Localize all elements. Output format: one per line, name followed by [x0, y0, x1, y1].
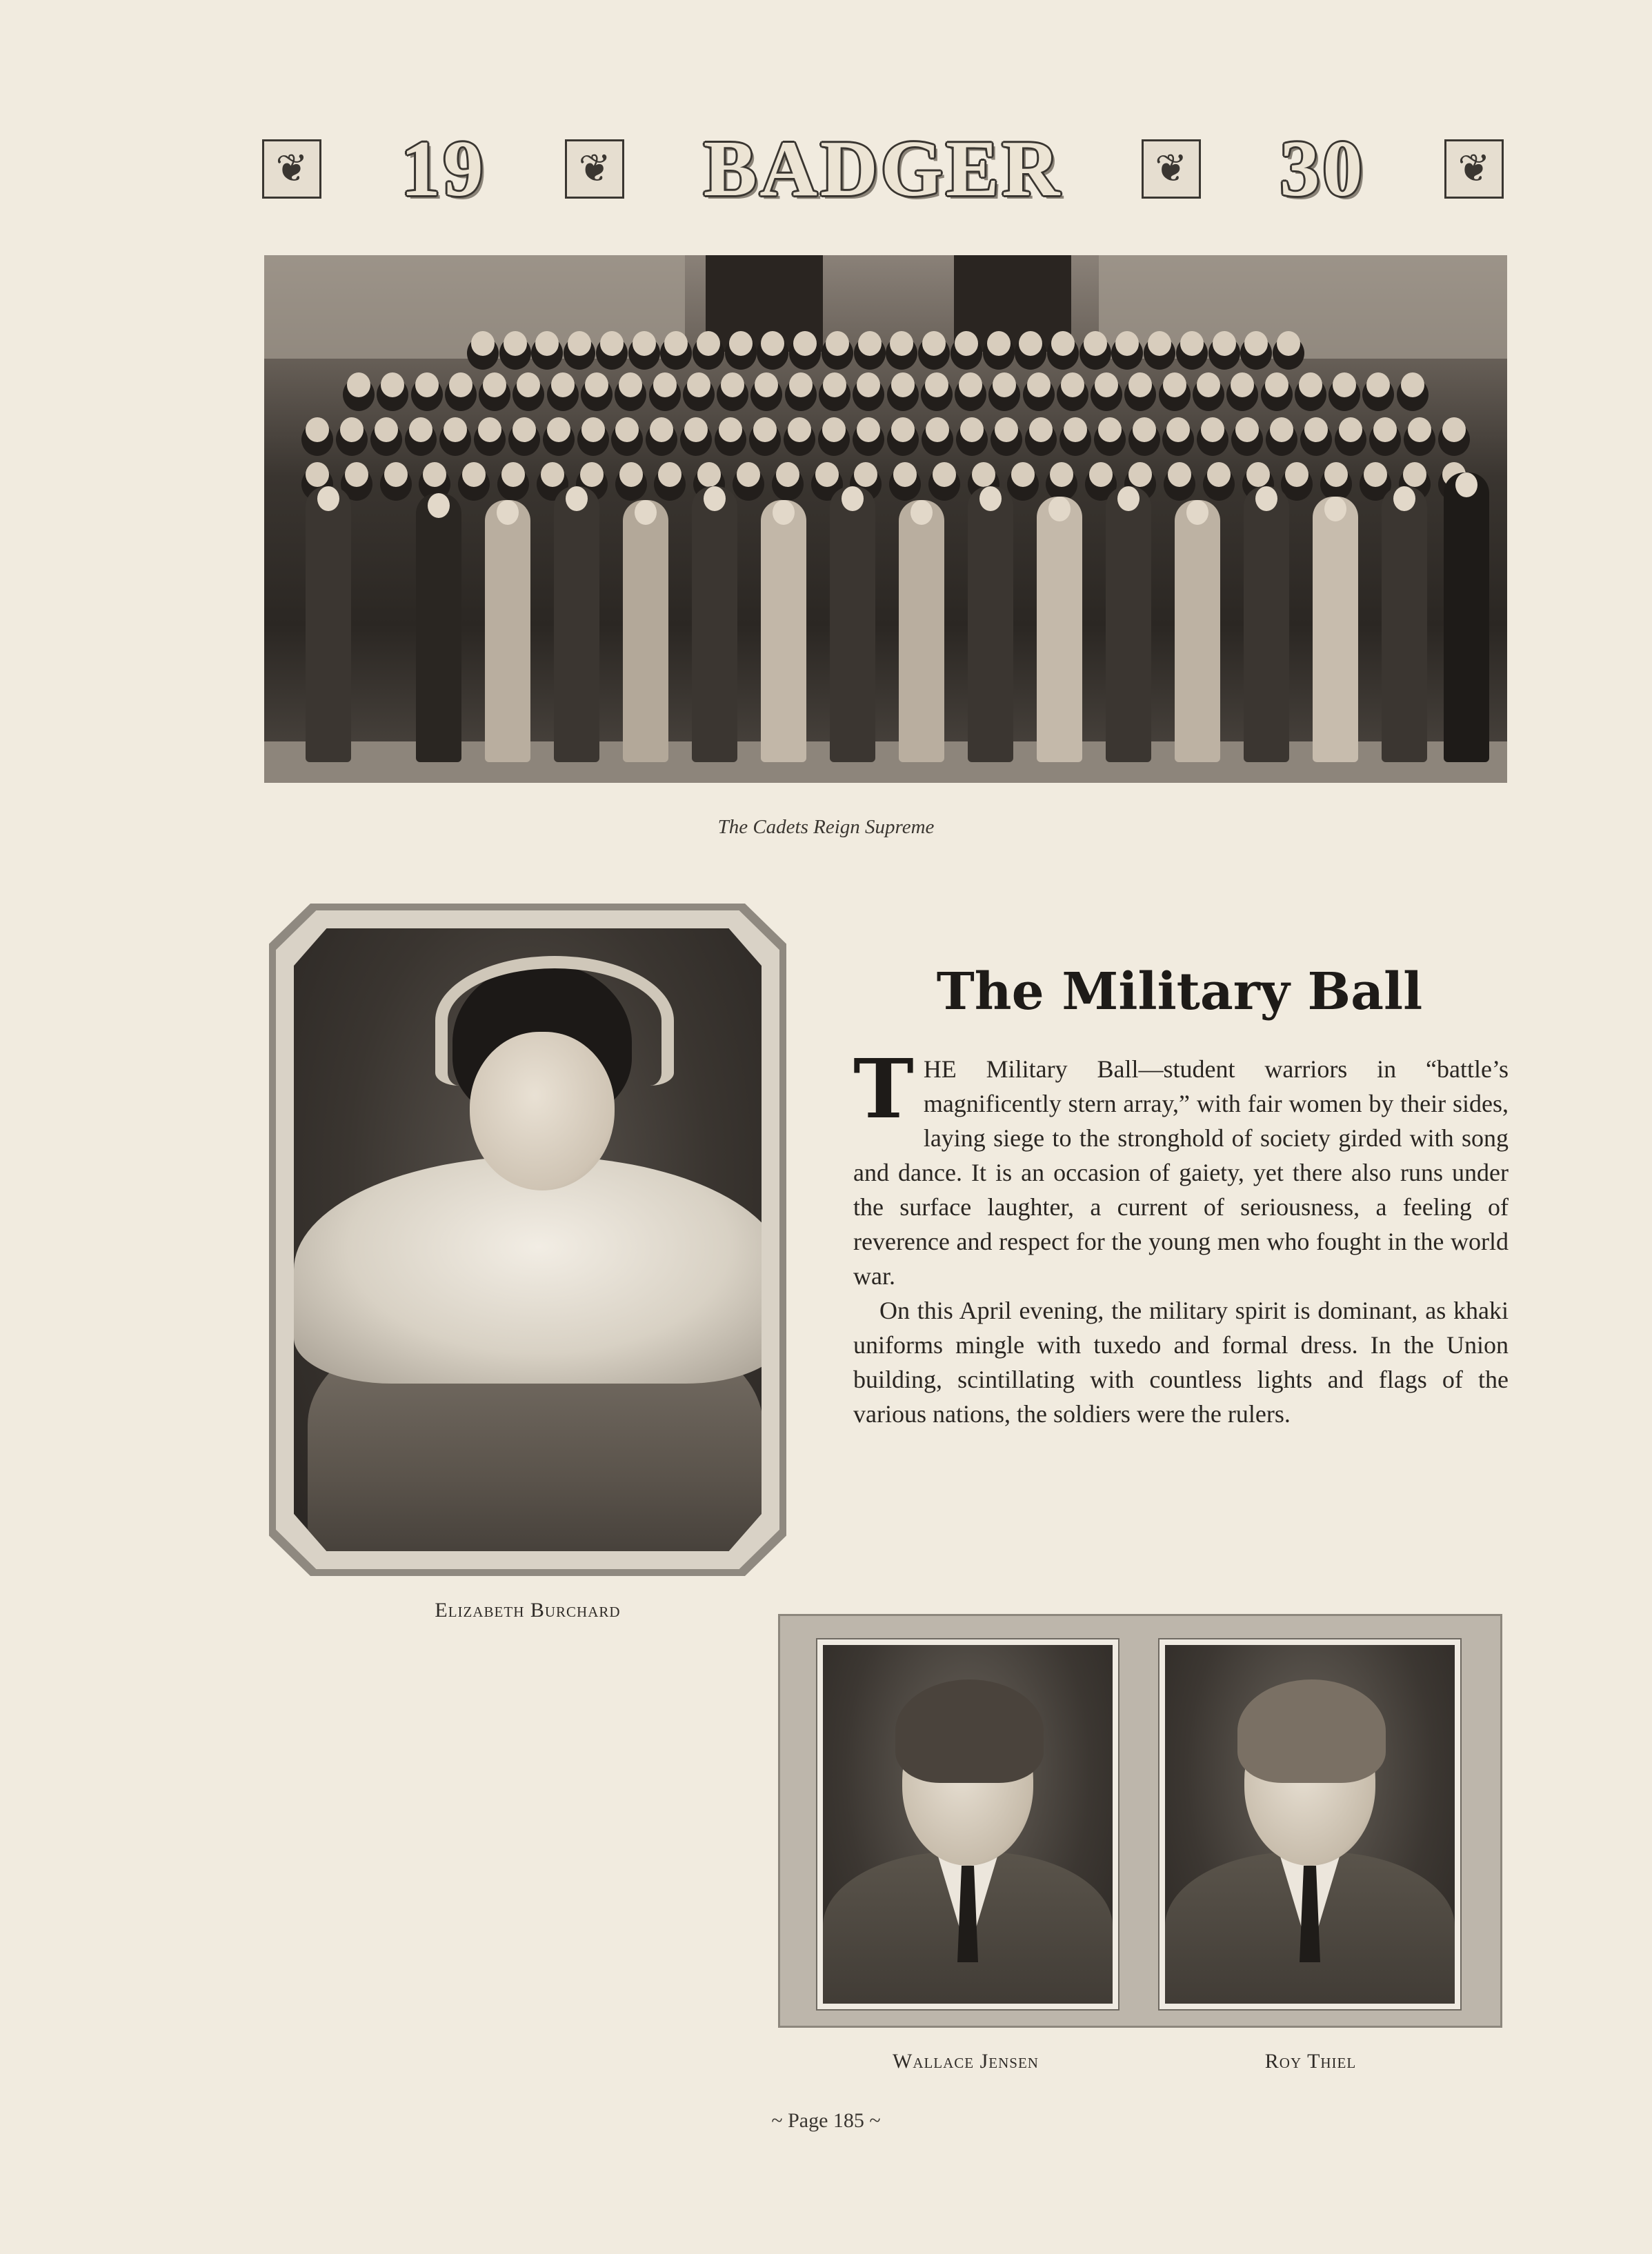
officer-photo	[1165, 1645, 1455, 2004]
group-photo	[264, 255, 1507, 783]
crowd-row	[347, 372, 1424, 397]
lady-figure	[899, 500, 944, 762]
masthead-title: BADGER	[703, 125, 1063, 213]
cadet-figure	[306, 486, 351, 762]
masthead	[262, 125, 1504, 213]
portrait-caption: Elizabeth Burchard	[435, 1599, 621, 1622]
ornament-icon: ❦	[565, 139, 624, 199]
cadet-figure	[830, 486, 875, 762]
ornament-icon: ❦	[1444, 139, 1504, 199]
cadet-figure	[692, 486, 737, 762]
lady-figure	[761, 500, 806, 762]
ornament-icon: ❦	[262, 139, 321, 199]
lady-figure	[623, 500, 668, 762]
portrait-photo	[294, 928, 762, 1551]
portrait-frame	[269, 904, 786, 1576]
officer-portrait	[816, 1638, 1119, 2011]
masthead-year-right: 30	[1280, 125, 1366, 213]
cadet-figure	[1106, 486, 1151, 762]
officer-caption: Roy Thiel	[1264, 2050, 1357, 2073]
cadet-figure	[1244, 486, 1289, 762]
group-photo-caption: The Cadets Reign Supreme	[717, 816, 935, 838]
portrait-hood	[435, 956, 674, 1086]
drop-cap: T	[853, 1041, 914, 1137]
ornament-icon: ❦	[1142, 139, 1201, 199]
lady-figure	[1037, 497, 1082, 762]
crowd-row	[306, 462, 1466, 487]
portrait-fur-collar	[294, 1156, 762, 1384]
paragraph-text: HE Military Ball—student warriors in “battle’s magnificently stern array,” with fair women by their sides, laying siege to the stronghold of society girded with song and dance. It is an occasion of gaiety, yet there also runs under the surface laughter, a current of seriousness, a feeling of reverence and respect for the young men who fought in the world war.	[853, 1055, 1509, 1290]
tuxedo-figure	[1444, 472, 1489, 762]
crowd-row	[471, 331, 1300, 356]
article-title: The Military Ball	[936, 962, 1423, 1021]
lady-figure	[1175, 500, 1220, 762]
cadet-figure	[968, 486, 1013, 762]
article-body	[853, 1041, 1509, 1431]
officer-caption: Wallace Jensen	[893, 2050, 1039, 2073]
article-paragraph: On this April evening, the military spirit is dominant, as khaki uniforms mingle with tuxedo and formal dress. In the Union building, scintillating with countless lights and flags of the various nations, the soldiers were the rulers.	[853, 1297, 1509, 1428]
crowd-row	[306, 417, 1466, 442]
officer-photo	[823, 1645, 1113, 2004]
lady-figure	[1313, 497, 1358, 762]
cadet-figure	[1382, 486, 1427, 762]
cadet-figure	[554, 486, 599, 762]
masthead-year-left: 19	[400, 125, 486, 213]
officer-portraits-frame	[778, 1614, 1502, 2028]
page-number: ~ Page 185 ~	[771, 2109, 881, 2132]
article-paragraph	[853, 1041, 1509, 1293]
lady-figure	[485, 500, 530, 762]
portrait-mat	[276, 910, 779, 1569]
officer-portrait	[1158, 1638, 1462, 2011]
lady-figure	[416, 493, 461, 762]
